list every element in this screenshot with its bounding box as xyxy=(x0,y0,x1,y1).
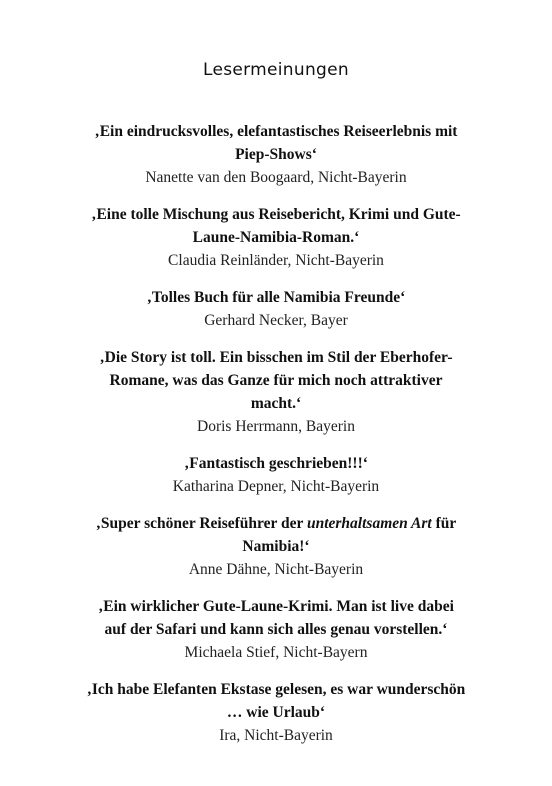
review-quote-part: für Namibia!‘ xyxy=(242,515,457,555)
review-quote xyxy=(86,512,466,558)
review-quote: ‚Ich habe Elefanten Ekstase gelesen, es war wunderschön … wie Urlaub‘ xyxy=(86,681,466,721)
review-author: Anne Dähne, Nicht-Bayerin xyxy=(188,561,364,578)
review-author: Doris Herrmann, Bayerin xyxy=(197,418,355,435)
review-quote-emphasis: unterhaltsamen Art xyxy=(306,515,432,532)
review-author: Gerhard Necker, Bayer xyxy=(204,312,348,329)
review-quote-part: ‚Super schöner Reiseführer der xyxy=(95,515,307,532)
review-author: Nanette van den Boogaard, Nicht-Bayerin xyxy=(145,169,407,186)
review-author: Ira, Nicht-Bayerin xyxy=(219,727,333,744)
review-author: Katharina Depner, Nicht-Bayerin xyxy=(172,478,380,495)
review-item xyxy=(86,346,466,438)
review-quote: ‚Ein eindrucksvolles, elefantastisches Reiseerlebnis mit Piep-Shows‘ xyxy=(94,123,458,163)
review-item xyxy=(86,595,466,664)
review-item xyxy=(86,203,466,272)
review-author: Michaela Stief, Nicht-Bayern xyxy=(184,644,368,661)
review-item xyxy=(86,512,466,581)
reviews-list xyxy=(86,120,466,761)
review-quote: ‚Die Story ist toll. Ein bisschen im Stil der Eberhofer-Romane, was das Ganze für mich noch attraktiver macht.‘ xyxy=(99,349,453,412)
review-quote: ‚Fantastisch geschrieben!!!‘ xyxy=(184,455,368,472)
review-item xyxy=(86,120,466,189)
review-quote: ‚Ein wirklicher Gute-Laune-Krimi. Man ist live dabei auf der Safari und kann sich alles genau vorstellen.‘ xyxy=(98,598,454,638)
review-quote: ‚Eine tolle Mischung aus Reisebericht, Krimi und Gute-Laune-Namibia-Roman.‘ xyxy=(91,206,461,246)
review-quote: ‚Tolles Buch für alle Namibia Freunde‘ xyxy=(146,289,406,306)
review-item xyxy=(86,452,466,498)
page-title: Lesermeinungen xyxy=(203,60,349,80)
review-item xyxy=(86,678,466,747)
review-author: Claudia Reinländer, Nicht-Bayerin xyxy=(168,252,384,269)
review-item xyxy=(86,286,466,332)
